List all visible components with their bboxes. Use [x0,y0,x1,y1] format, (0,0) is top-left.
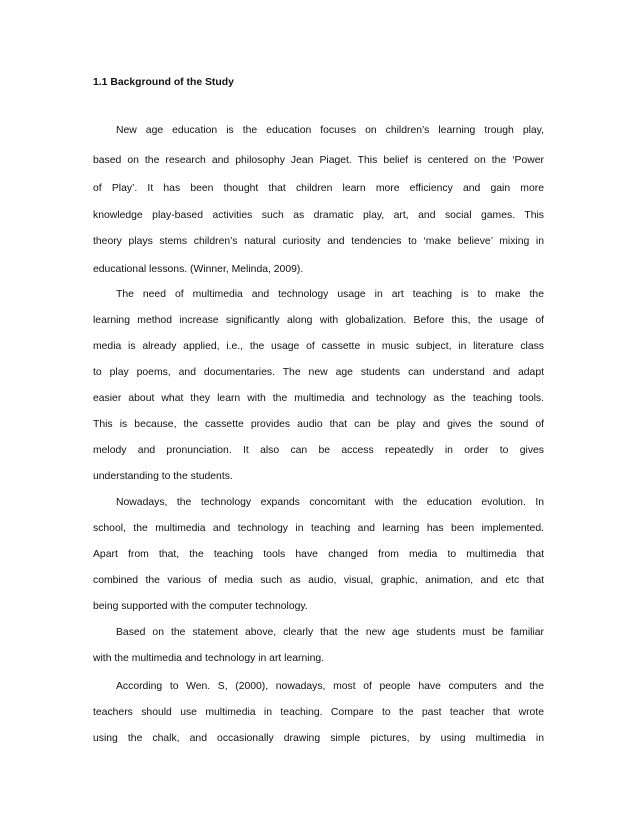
text-line: educational lessons. (Winner, Melinda, 2009). [93,264,304,275]
text-line: based on the research and philosophy Jean Piaget. This belief is centered on the ‘Power [93,155,544,166]
text-line: understanding to the students. [93,471,233,482]
text-line: to play poems, and documentaries. The new age students can understand and adapt [93,367,544,378]
text-line: easier about what they learn with the multimedia and technology as the teaching tools. [93,393,544,404]
text-line: teachers should use multimedia in teaching. Compare to the past teacher that wrote [93,707,544,718]
text-line: The need of multimedia and technology usage in art teaching is to make the [116,289,544,300]
text-line: Based on the statement above, clearly that the new age students must be familiar [116,627,544,638]
text-line: using the chalk, and occasionally drawing simple pictures, by using multimedia in [93,733,544,744]
text-line: According to Wen. S, (2000), nowadays, most of people have computers and the [116,681,544,692]
section-heading: 1.1 Background of the Study [93,77,234,88]
text-line: school, the multimedia and technology in teaching and learning has been implemented. [93,523,544,534]
text-line: melody and pronunciation. It also can be access repeatedly in order to gives [93,445,544,456]
text-line: combined the various of media such as audio, visual, graphic, animation, and etc that [93,575,544,586]
text-line: This is because, the cassette provides audio that can be play and gives the sound of [93,419,544,430]
text-line: Nowadays, the technology expands concomitant with the education evolution. In [116,497,544,508]
text-line: Apart from that, the teaching tools have changed from media to multimedia that [93,549,544,560]
text-line: knowledge play-based activities such as dramatic play, art, and social games. This [93,210,544,221]
text-line: theory plays stems children’s natural curiosity and tendencies to ‘make believe’ mixing in [93,236,544,247]
text-line: learning method increase significantly along with globalization. Before this, the usage of [93,315,544,326]
text-line: being supported with the computer technology. [93,601,308,612]
text-line: New age education is the education focuses on children’s learning trough play, [116,125,544,136]
text-line: of Play’. It has been thought that children learn more efficiency and gain more [93,183,544,194]
text-line: media is already applied, i.e., the usage of cassette in music subject, in literature class [93,341,544,352]
text-line: with the multimedia and technology in art learning. [93,653,325,664]
